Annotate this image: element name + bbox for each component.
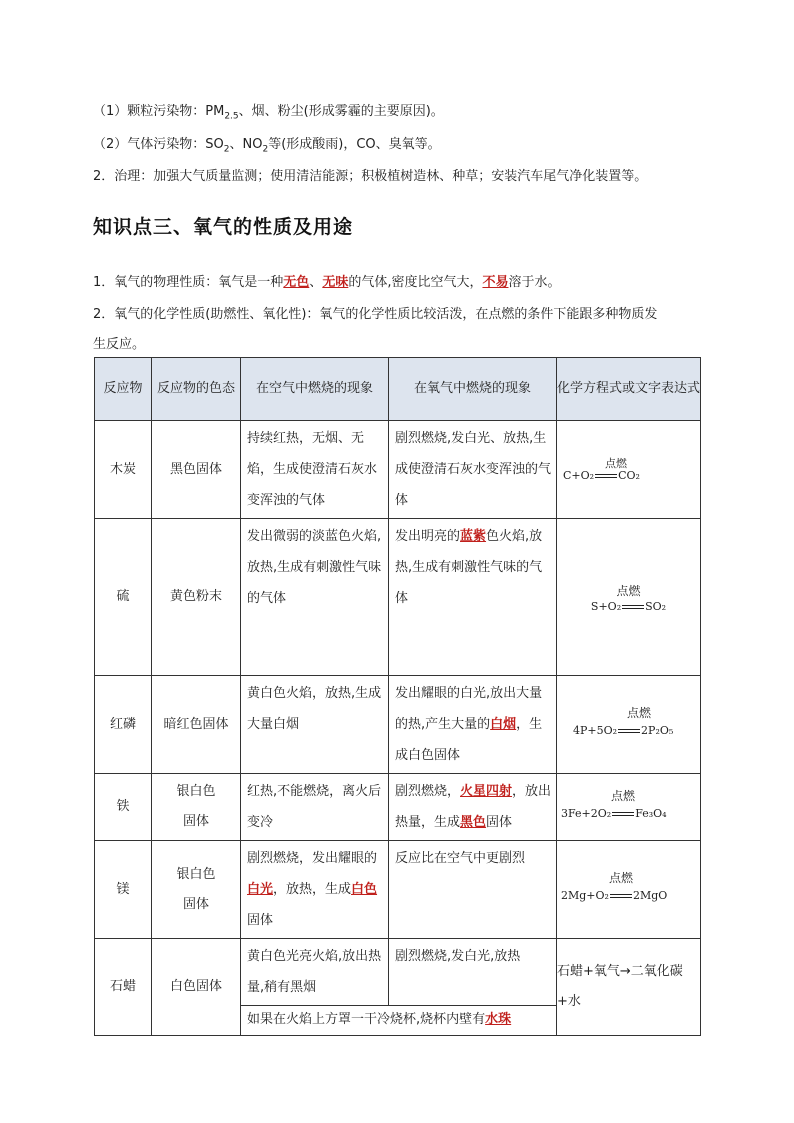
chemical-properties-line-2: 生反应。 [93, 337, 146, 352]
header-air: 在空气中燃烧的现象 [241, 358, 389, 421]
header-equation: 化学方程式或文字表达式 [557, 358, 701, 421]
reactant-cell: 硫 [95, 519, 152, 676]
table-row [95, 421, 701, 519]
table-row [95, 774, 701, 841]
reactant-cell: 铁 [95, 774, 152, 841]
header-oxygen: 在氧气中燃烧的现象 [389, 358, 557, 421]
reactant-cell: 木炭 [95, 421, 152, 519]
equation-cell: 点燃 C+O₂ CO₂ [557, 421, 701, 519]
header-state: 反应物的色态 [152, 358, 241, 421]
oxygen-cell: 反应比在空气中更剧烈 [389, 841, 557, 939]
air-cell: 持续红热，无烟、无焰，生成使澄清石灰水变浑浊的气体 [241, 421, 389, 519]
equation-cell: 点燃 4P+5O₂ 2P₂O₅ [557, 676, 701, 774]
merged-observation-cell: 如果在火焰上方罩一干冷烧杯,烧杯内壁有水珠 [241, 1006, 557, 1036]
physical-properties-line: 1．氧气的物理性质：氧气是一种无色、无味的气体,密度比空气大，不易溶于水。 [93, 275, 561, 290]
oxygen-cell: 发出明亮的蓝紫色火焰,放热,生成有刺激性气味的气体 [389, 519, 557, 676]
oxygen-cell: 发出耀眼的白光,放出大量的热,产生大量的白烟，生成白色固体 [389, 676, 557, 774]
pollutant-particles-line: （1）颗粒污染物：$PM_{2.5}$、烟、粉尘(形成雾霾的主要原因)。 [93, 104, 444, 122]
state-cell: 银白色固体 [152, 774, 241, 841]
chemical-properties-line: 2．氧气的化学性质(助燃性、氧化性)：氧气的化学性质比较活泼，在点燃的条件下能跟多种物质发 [93, 307, 658, 322]
air-cell: 黄白色光亮火焰,放出热量,稍有黑烟 [241, 939, 389, 1006]
table-row [95, 939, 701, 1006]
air-cell: 黄白色火焰，放热,生成大量白烟 [241, 676, 389, 774]
pollutant-gases-line: （2）气体污染物：$SO_2$、$NO_2$等(形成酸雨)，CO、臭氧等。 [93, 137, 441, 155]
equation-cell: 点燃 S+O₂ SO₂ [557, 519, 701, 676]
equation-cell: 石蜡+氧气→二氧化碳+水 [557, 939, 701, 1036]
state-cell: 银白色固体 [152, 841, 241, 939]
table-row [95, 676, 701, 774]
table-row [95, 841, 701, 939]
table-row [95, 519, 701, 676]
header-reactant: 反应物 [95, 358, 152, 421]
state-cell: 白色固体 [152, 939, 241, 1036]
section-heading: 知识点三、氧气的性质及用途 [93, 216, 354, 238]
air-cell: 发出微弱的淡蓝色火焰,放热,生成有刺激性气味的气体 [241, 519, 389, 676]
air-cell: 红热,不能燃烧，离火后变冷 [241, 774, 389, 841]
equation-cell: 点燃 2Mg+O₂ 2MgO [557, 841, 701, 939]
table-header-row [95, 358, 701, 421]
state-cell: 黄色粉末 [152, 519, 241, 676]
state-cell: 暗红色固体 [152, 676, 241, 774]
oxygen-cell: 剧烈燃烧，火星四射，放出热量，生成黑色固体 [389, 774, 557, 841]
reactant-cell: 石蜡 [95, 939, 152, 1036]
treatment-line: 2．治理：加强大气质量监测；使用清洁能源；积极植树造林、种草；安装汽车尾气净化装置等。 [93, 169, 648, 184]
equation-cell: 点燃 3Fe+2O₂ Fe₃O₄ [557, 774, 701, 841]
air-cell: 剧烈燃烧，发出耀眼的白光，放热，生成白色固体 [241, 841, 389, 939]
reactant-cell: 镁 [95, 841, 152, 939]
oxygen-reaction-table [94, 357, 701, 1036]
oxygen-cell: 剧烈燃烧,发白光、放热,生成使澄清石灰水变浑浊的气体 [389, 421, 557, 519]
state-cell: 黑色固体 [152, 421, 241, 519]
reactant-cell: 红磷 [95, 676, 152, 774]
oxygen-cell: 剧烈燃烧,发白光,放热 [389, 939, 557, 1006]
